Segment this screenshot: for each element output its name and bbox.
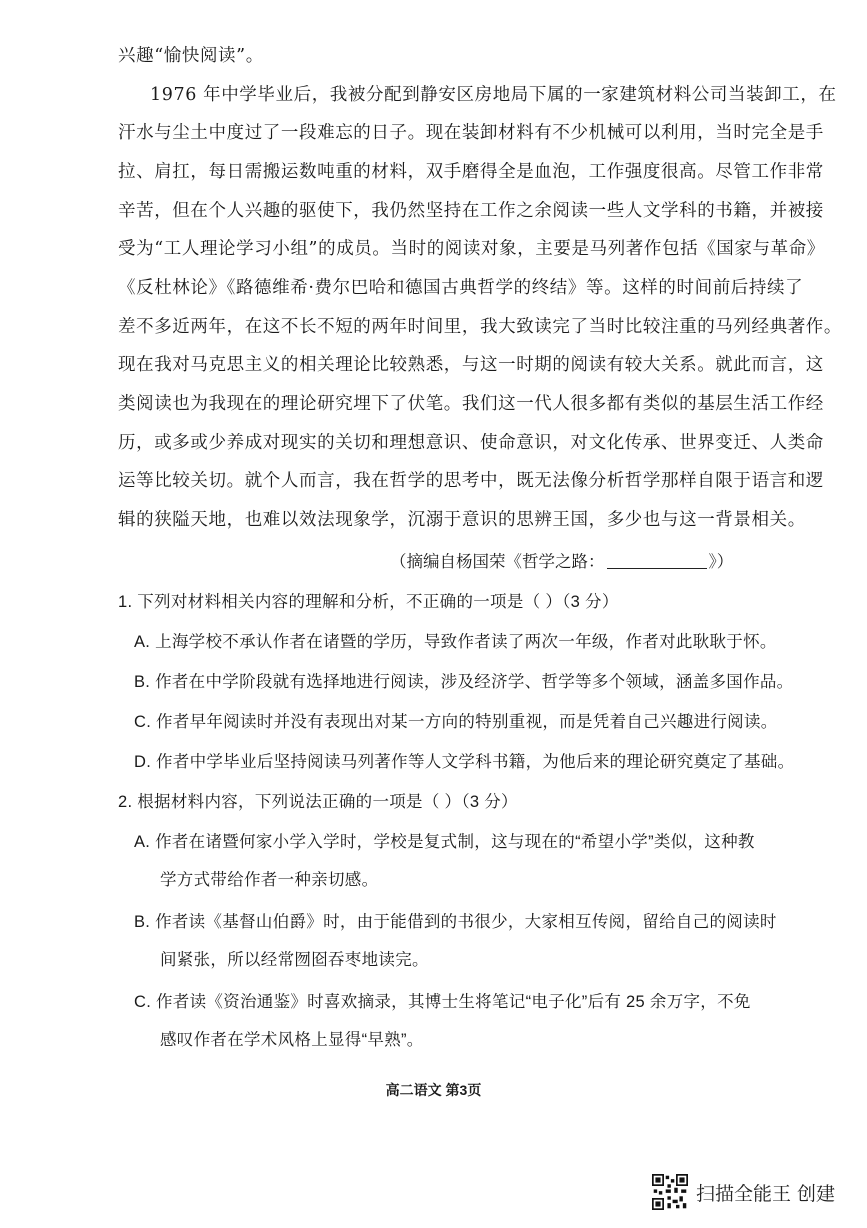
source-attribution xyxy=(390,548,733,572)
watermark-text: 扫描全能王 创建 xyxy=(696,1182,836,1205)
question-option: C. 作者早年阅读时并没有表现出对某一方向的特别重视，而是凭着自己兴趣进行阅读。 xyxy=(134,713,778,731)
question-stem: 1. 下列对材料相关内容的理解和分析，不正确的一项是（ ）（3 分） xyxy=(118,593,619,611)
passage-line: 历，或多或少养成对现实的关切和理想意识、使命意识，对文化传承、世界变迁、人类命 xyxy=(118,433,824,453)
passage-line: 汗水与尘土中度过了一段难忘的日子。现在装卸材料有不少机械可以利用，当时完全是手 xyxy=(118,123,824,143)
passage-line: 兴趣“愉快阅读”。 xyxy=(118,46,264,66)
question-option-continued: 感叹作者在学术风格上显得“早熟”。 xyxy=(160,1031,424,1049)
question-stem: 2. 根据材料内容，下列说法正确的一项是（ ）（3 分） xyxy=(118,793,518,811)
passage-line: 类阅读也为我现在的理论研究埋下了伏笔。我们这一代人很多都有类似的基层生活工作经 xyxy=(118,394,824,414)
passage-line: 差不多近两年，在这不长不短的两年时间里，我大致读完了当时比较注重的马列经典著作。 xyxy=(118,317,842,337)
question-option: D. 作者中学毕业后坚持阅读马列著作等人文学科书籍，为他后来的理论研究奠定了基础。 xyxy=(134,753,795,771)
source-suffix: 》） xyxy=(708,553,734,571)
page-footer: 高二语文 第3页 xyxy=(385,1082,482,1098)
passage-line: 辑的狭隘天地，也难以效法现象学，沉溺于意识的思辨王国，多少也与这一背景相关。 xyxy=(118,510,806,530)
question-option-continued: 学方式带给作者一种亲切感。 xyxy=(160,871,379,889)
passage-line: 《反杜林论》《路德维希·费尔巴哈和德国古典哲学的终结》等。这样的时间前后持续了 xyxy=(118,278,804,298)
question-option: C. 作者读《资治通鉴》时喜欢摘录，其博士生将笔记“电子化”后有 25 余万字，不免 xyxy=(134,993,751,1011)
question-option: A. 上海学校不承认作者在诸暨的学历，导致作者读了两次一年级，作者对此耿耿于怀。 xyxy=(134,633,777,651)
qr-code-icon xyxy=(652,1174,688,1210)
question-option: B. 作者读《基督山伯爵》时，由于能借到的书很少，大家相互传阅，留给自己的阅读时 xyxy=(134,913,777,931)
passage-line: 运等比较关切。就个人而言，我在哲学的思考中，既无法像分析哲学那样自限于语言和逻 xyxy=(118,471,824,491)
question-option: A. 作者在诸暨何家小学入学时，学校是复式制，这与现在的“希望小学”类似，这种教 xyxy=(134,833,755,851)
passage-line: 拉、肩扛，每日需搬运数吨重的材料，双手磨得全是血泡，工作强度很高。尽管工作非常 xyxy=(118,162,824,182)
source-blank xyxy=(607,552,707,569)
passage-line: 受为“工人理论学习小组”的成员。当时的阅读对象，主要是马列著作包括《国家与革命》 xyxy=(118,239,825,259)
passage-line: 1976 年中学毕业后，我被分配到静安区房地局下属的一家建筑材料公司当装卸工，在 xyxy=(150,85,837,105)
passage-line: 辛苦，但在个人兴趣的驱使下，我仍然坚持在工作之余阅读一些人文学科的书籍，并被接 xyxy=(118,201,824,221)
scanner-watermark xyxy=(652,1172,835,1212)
question-option-continued: 间紧张，所以经常囫囵吞枣地读完。 xyxy=(160,951,429,969)
source-prefix: （摘编自杨国荣《哲学之路： xyxy=(390,553,605,571)
question-option: B. 作者在中学阶段就有选择地进行阅读，涉及经济学、哲学等多个领域，涵盖多国作品。 xyxy=(134,673,794,691)
passage-line: 现在我对马克思主义的相关理论比较熟悉，与这一时期的阅读有较大关系。就此而言，这 xyxy=(118,355,824,375)
